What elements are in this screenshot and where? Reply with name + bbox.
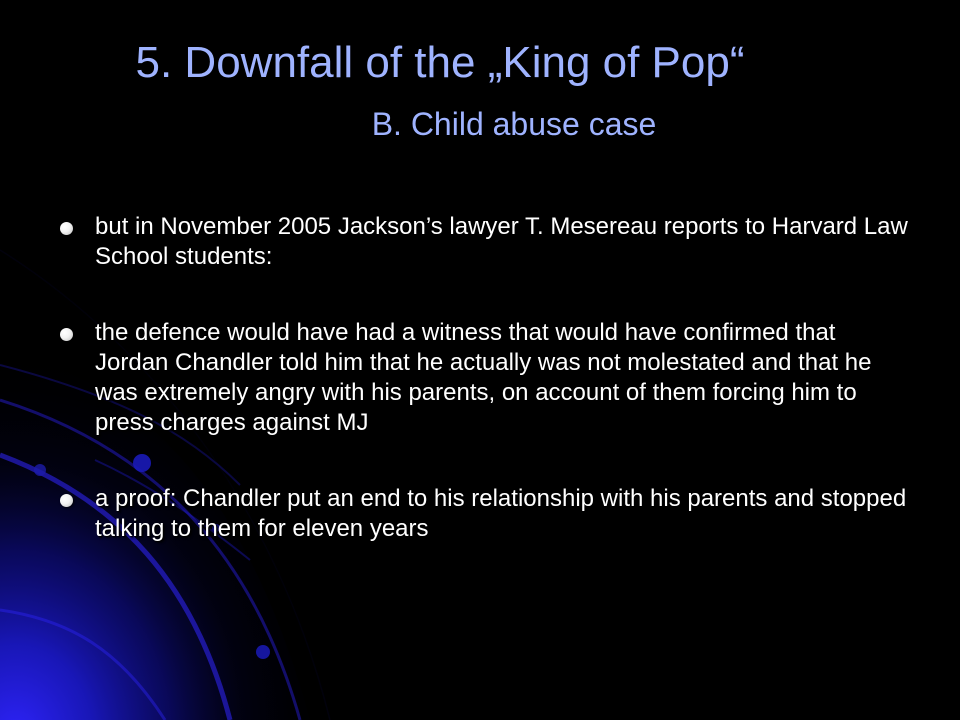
bullet-dot-icon [60,328,73,341]
bullet-item [58,212,908,272]
bullet-dot-icon [60,222,73,235]
bullet-text: a proof: Chandler put an end to his relationship with his parents and stopped talking to them for eleven years [95,485,907,542]
bullet-text: but in November 2005 Jackson’s lawyer T. Mesereau reports to Harvard Law School students: [95,213,908,270]
slide-subtitle: B. Child abuse case [371,106,657,142]
slide-title: 5. Downfall of the „King of Pop“ [135,38,745,87]
bullet-item [58,318,908,438]
bullet-dot-icon [60,494,73,507]
bullet-item [58,484,908,544]
bullet-list [58,212,908,544]
bullet-text: the defence would have had a witness that would have confirmed that Jordan Chandler told him that he actually was not molestated and that he was extremely angry with his parents, on account of them forcing him to press charges against MJ [95,319,872,436]
